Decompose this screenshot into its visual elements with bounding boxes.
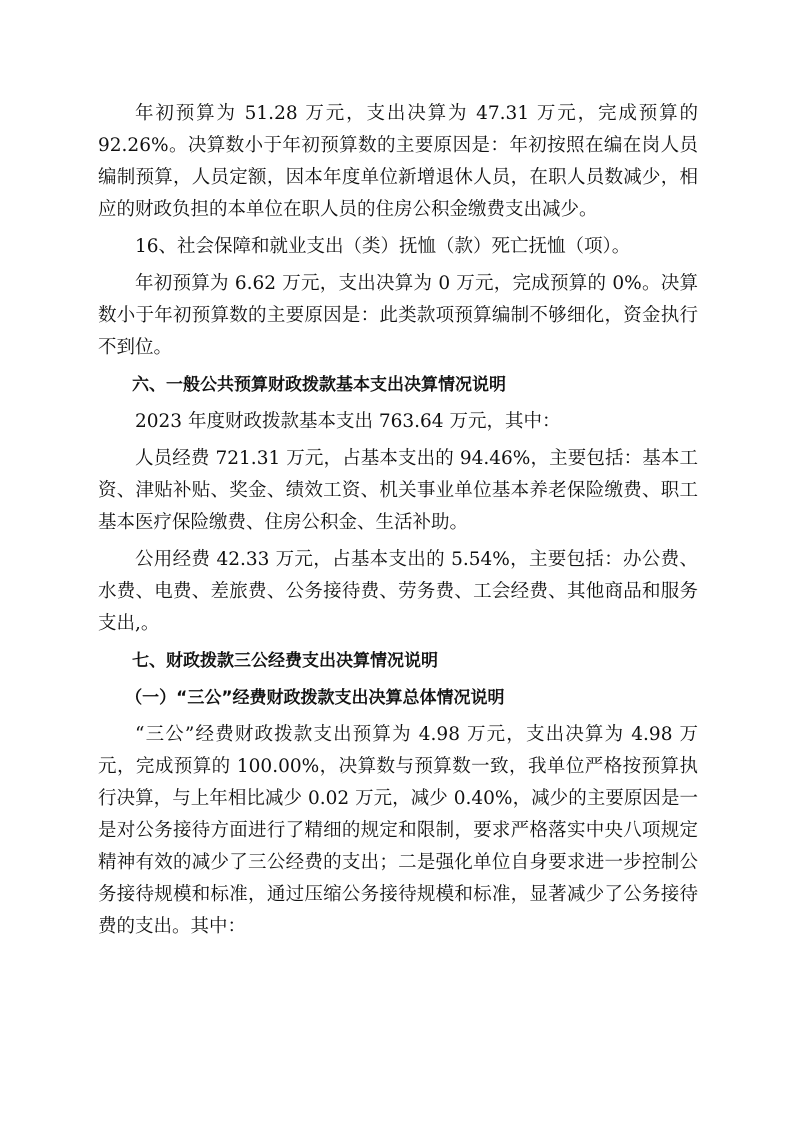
document-body (98, 98, 698, 943)
paragraph-three-public-expenses: “三公”经费财政拨款支出预算为 4.98 万元，支出决算为 4.98 万元，完成预算的 100.00%，决算数与预算数一致，我单位严格按预算执行决算，与上年相比减少 0.02 万元，减少 0.40%，减少的主要原因是一是对公务接待方面进行了精细的规定和限制，要求严格落实中央八项规定精神有效的减少了三公经费的支出；二是强化单位自身要求进一步控制公务接待规模和标准，通过压缩公务接待规模和标准，显著减少了公务接待费的支出。其中： (98, 724, 698, 937)
section-heading-6: 六、一般公共预算财政拨款基本支出决算情况说明 (132, 375, 506, 395)
paragraph-public-expenses: 公用经费 42.33 万元，占基本支出的 5.54%，主要包括：办公费、水费、电费、差旅费、公务接待费、劳务费、工会经费、其他商品和服务支出,。 (98, 549, 698, 634)
paragraph-death-pension-budget: 年初预算为 6.62 万元，支出决算为 0 万元，完成预算的 0%。决算数小于年初预算数的主要原因是：此类款项预算编制不够细化，资金执行不到位。 (98, 273, 698, 358)
paragraph-basic-expenditure-total: 2023 年度财政拨款基本支出 763.64 万元，其中： (135, 411, 561, 432)
section-heading-7: 七、财政拨款三公经费支出决算情况说明 (132, 651, 438, 671)
paragraph-housing-fund-budget: 年初预算为 51.28 万元，支出决算为 47.31 万元，完成预算的 92.26%。决算数小于年初预算数的主要原因是：年初按照在编在岗人员编制预算，人员定额，因本年度单位新增退休人员，在职人员数减少，相应的财政负担的本单位在职人员的住房公积金缴费支出减少。 (98, 103, 698, 220)
paragraph-personnel-expenses: 人员经费 721.31 万元，占基本支出的 94.46%，主要包括：基本工资、津贴补贴、奖金、绩效工资、机关事业单位基本养老保险缴费、职工基本医疗保险缴费、住房公积金、生活补助。 (98, 448, 698, 533)
paragraph-item-16-title: 16、社会保障和就业支出（类）抚恤（款）死亡抚恤（项）。 (135, 236, 631, 257)
subsection-heading-1: （一）“三公”经费财政拨款支出决算总体情况说明 (125, 688, 505, 708)
